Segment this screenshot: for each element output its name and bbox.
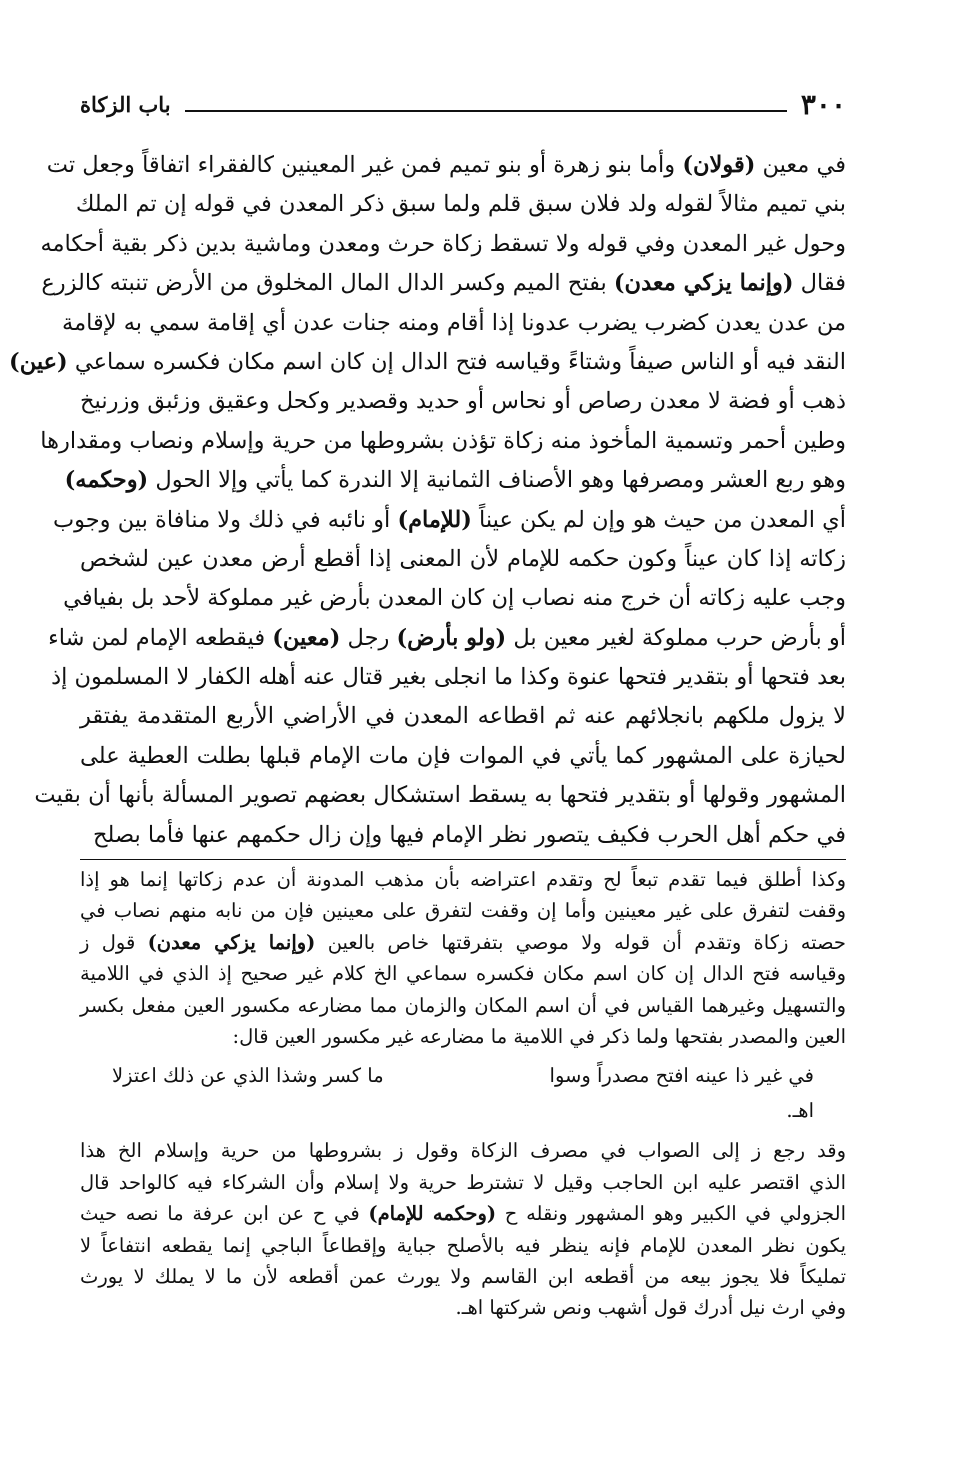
page-header	[80, 82, 846, 126]
note-line: يكون نظر المعدن للإمام فإنه ينظر فيه بالأصلح جباية وإقطاعاً الباجي إنما يقطعه انتفاعاً لا	[80, 1233, 846, 1257]
header-rule	[185, 110, 787, 112]
main-text-line: لحيازة على المشهور كما يأتي في الموات فإن مات الإمام قبلها بطلت العطية على	[80, 742, 846, 769]
note-line: حصته زكاة وتقدم أن قوله ولا موصي بتفرقتها خاص بالعين (وإنما يزكي معدن) قول ز	[80, 930, 846, 954]
running-head: باب الزكاة	[80, 91, 171, 117]
main-text-line: وطين أحمر وتسمية المأخوذ منه زكاة تؤذن بشروطها من حرية وإسلام ونصاب ومقدارها	[40, 427, 846, 454]
main-text-line: لا يزول ملكهم بانجلائهم عنه ثم اقطاعه المعدن في الأراضي الأربع المتقدمة يفتقر	[80, 703, 846, 730]
main-text-line: أي المعدن من حيث هو وإن لم يكن عيناً (للإمام) أو نائبه في ذلك ولا منافاة بين وجوب	[52, 506, 846, 533]
note-line: وقياسه فتح الدال إن كان اسم مكان فكسره سماعي الخ كلام غير صحيح إذ الذي في اللامية	[80, 962, 846, 986]
note-line: الجزولي في الكبير وهو المشهور ونقله ح (وحكمه للإمام) في ح عن ابن عرفة ما نصه حيث	[80, 1202, 846, 1226]
main-text-line: في حكم أهل الحرب فكيف يتصور نظر الإمام فيها وإن زال حكمهم عنها فأما بصلح	[93, 821, 846, 848]
note-line: الذي اقتصر عليه ابن الحاجب وقيل لا تشترط حرية ولا إسلام وأن الشركاء فيه كالواحد قال	[80, 1170, 846, 1194]
main-text	[9, 146, 846, 855]
main-text-line: من عدن يعدن كضرب يضرب عدونا إذا أقام ومنه جنات عدن أي إقامة سمي به لإقامة	[62, 309, 846, 336]
commentary-notes	[80, 864, 846, 1324]
main-text-line: بعد فتحها أو بتقدير فتحها عنوة وكذا ما انجلى بغير قتال عنه أهله الكفار لا المسلمون إذ	[51, 664, 846, 691]
note-line: وكذا أطلق فيما تقدم تبعاً لح وتقدم اعتراضه بأن مذهب المدونة أن عدم زكاتها إنما هو إذا	[80, 868, 846, 891]
note-line: وقد رجع ز إلى الصواب في مصرف الزكاة وقول ز بشروطها من حرية وإسلام الخ هذا	[80, 1139, 846, 1163]
main-text-line: زكاته إذا كان عيناً وكون حكمه للإمام لأن المعنى إذا أقطع أرض معدن عين لشخص	[80, 545, 846, 572]
verse-first-hemistich: في غير ذا عينه افتح مصدراً وسوا	[549, 1064, 814, 1088]
main-text-line: النقد فيه أو الناس صيفاً وشتاءً وقياسه فتح الدال إن كان اسم مكان فكسره سماعي (عين)	[9, 348, 846, 375]
note-line: والتسهيل وغيرهما القياس في أن اسم المكان والزمان مما مضارعه مكسور العين مفعل بكسر	[80, 993, 846, 1017]
main-text-line: في معين (قولان) وأما بنو زهرة أو بنو تميم فمن غير المعينين كالفقراء اتفاقاً وجعل تت	[46, 152, 846, 178]
main-text-line: أو بأرض حرب مملوكة لغير معين بل (ولو بأرض) رجل (معين) فيقطعه الإمام لمن شاء	[48, 624, 846, 651]
main-text-line: بني تميم مثالاً لقوله ولد فلان سبق قلم ولما سبق ذكر المعدن في قوله إن تم الملك	[75, 191, 846, 218]
main-text-line: وهو ربع العشر ومصرفها وهو الأصناف الثمانية إلا الندرة كما يأتي وإلا الحول (وحكمه)	[64, 467, 846, 494]
main-text-line: فقال (وإنما يزكي معدن) بفتح الميم وكسر الدال المال المخلوق من الأرض تنبته كالزرع	[41, 270, 846, 297]
note-line: العين والمصدر بفتحها ولما ذكر في اللامية ما مضارعه غير مكسور العين قال:	[232, 1024, 846, 1048]
verse-line	[80, 1057, 846, 1094]
main-text-line: ذهب أو فضة لا معدن رصاص أو نحاس أو حديد وقصدير وكحل وعقيق وزئبق وزرنيخ	[80, 388, 846, 415]
note-line: وفي ارث نيل أدرك قول أشهب ونص شركتها اهـ.	[455, 1296, 846, 1320]
notes-block-a	[80, 864, 846, 1052]
footnote-separator	[80, 859, 846, 860]
verse-end-mark: اهـ.	[786, 1099, 814, 1123]
note-line: تمليكاً فلا يجوز بيعه من أقطعه ابن القاسم ولا يورث عمن أقطعه لأن ما لا يملك لا يورث	[80, 1264, 846, 1288]
notes-block-b	[80, 1135, 846, 1323]
note-line: وقفت لتفرق على غير معينين وأما إن وقفت لتفرق على معينين فإن من نابه منهم نصاب في	[80, 899, 846, 923]
main-text-line: وجب عليه زكاته أن خرج منه نصاب إن كان المعدن بأرض غير مملوكة لأحد بل بفيافي	[63, 585, 846, 612]
verse-second-hemistich: ما كسر وشذا الذي عن ذلك اعتزلا	[112, 1064, 384, 1088]
main-text-line: وحول غير المعدن وفي قوله ولا تسقط زكاة حرث ومعدن وماشية بدين ذكر بقية أحكامه	[40, 230, 846, 257]
page-number: ٣٠٠	[800, 87, 846, 121]
main-text-line: المشهور وقولها أو بتقدير فتحها به يسقط استشكال بعضهم تصوير المسألة بأنها أن بقيت	[34, 782, 846, 809]
